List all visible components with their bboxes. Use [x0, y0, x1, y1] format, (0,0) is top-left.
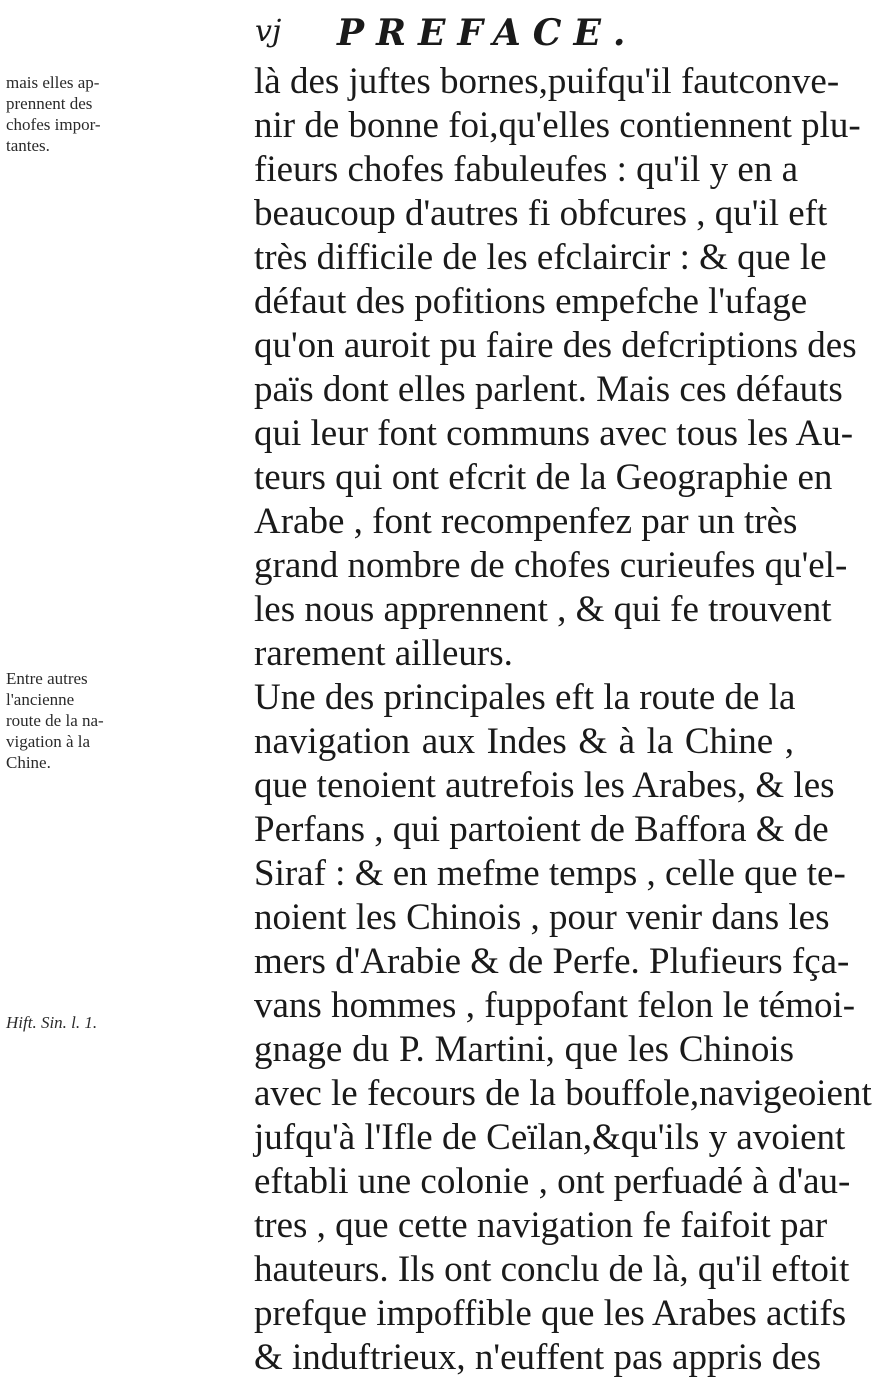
- page-number: vj: [255, 14, 282, 49]
- margin-note-line: l'ancienne: [6, 690, 75, 709]
- text-line: Une des principales eft la route de la: [254, 677, 796, 718]
- running-title: PREFACE.: [337, 12, 638, 54]
- text-line: gnage du P. Martini, que les Chinois: [254, 1029, 794, 1070]
- margin-note-line: tantes.: [6, 136, 50, 155]
- body-text: [254, 60, 872, 1380]
- text-line: défaut des pofitions empefche l'ufage: [254, 281, 808, 322]
- margin-note-line: chofes impor-: [6, 115, 101, 134]
- margin-note-line: mais elles ap-: [6, 73, 100, 92]
- margin-note-line: Entre autres: [6, 669, 88, 688]
- text-line: vans hommes , fuppofant felon le témoi-: [254, 985, 856, 1026]
- text-line: très difficile de les efclaircir : & que le: [254, 237, 827, 278]
- margin-note-line: route de la na-: [6, 711, 104, 730]
- margin-note-line: prennent des: [6, 94, 93, 113]
- text-line: nir de bonne foi,qu'elles contiennent plu-: [254, 105, 861, 146]
- text-line: les nous apprennent , & qui fe trouvent: [254, 589, 832, 630]
- margin-note-line: Hift. Sin. l. 1.: [6, 1013, 98, 1032]
- margin-note-reference: [6, 1012, 98, 1033]
- text-line: tres , que cette navigation fe faifoit par: [254, 1205, 828, 1246]
- margin-note-important-things: [6, 72, 101, 156]
- text-line: prefque impoffible que les Arabes actifs: [254, 1293, 847, 1334]
- text-line: & induftrieux, n'euffent pas appris des: [254, 1337, 822, 1378]
- text-line: qui leur font communs avec tous les Au-: [254, 413, 854, 454]
- text-line: rarement ailleurs.: [254, 633, 513, 674]
- text-line: noient les Chinois , pour venir dans les: [254, 897, 830, 938]
- text-line: que tenoient autrefois les Arabes, & les: [254, 765, 835, 806]
- text-line: Perfans , qui partoient de Baffora & de: [254, 809, 829, 850]
- text-line: Siraf : & en mefme temps , celle que te-: [254, 853, 846, 894]
- text-line: fieurs chofes fabuleufes : qu'il y en a: [254, 149, 798, 190]
- text-line: mers d'Arabie & de Perfe. Plufieurs fça-: [254, 941, 850, 982]
- text-line: eftabli une colonie , ont perfuadé à d'au-: [254, 1161, 851, 1202]
- margin-note-line: Chine.: [6, 753, 51, 772]
- text-line: grand nombre de chofes curieufes qu'el-: [254, 545, 848, 586]
- page-header: [255, 8, 715, 60]
- margin-note-line: vigation à la: [6, 732, 91, 751]
- text-line: jufqu'à l'Ifle de Ceïlan,&qu'ils y avoient: [254, 1117, 846, 1158]
- text-line: qu'on auroit pu faire des defcriptions des: [254, 325, 857, 366]
- margin-note-ancient-route: [6, 668, 104, 773]
- text-line: hauteurs. Ils ont conclu de là, qu'il eftoit: [254, 1249, 850, 1290]
- text-line: Arabe , font recompenfez par un très: [254, 501, 798, 542]
- text-line: là des juftes bornes,puifqu'il fautconve-: [254, 61, 840, 102]
- text-line: beaucoup d'autres fi obfcures , qu'il eft: [254, 193, 828, 234]
- text-line: païs dont elles parlent. Mais ces défauts: [254, 369, 843, 410]
- text-line: navigation aux Indes & à la Chine ,: [254, 721, 794, 762]
- text-line: teurs qui ont efcrit de la Geographie en: [254, 457, 833, 498]
- text-line: avec le fecours de la bouffole,navigeoient: [254, 1073, 872, 1114]
